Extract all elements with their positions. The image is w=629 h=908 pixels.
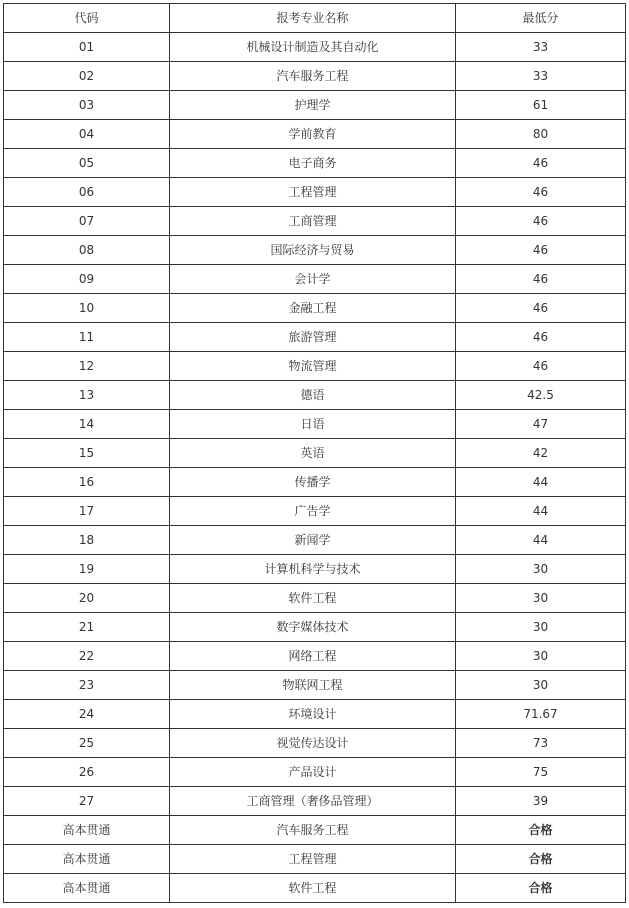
cell-major-name: 工程管理 <box>170 845 456 874</box>
cell-code: 22 <box>4 642 170 671</box>
table-row <box>4 381 626 410</box>
cell-major-name: 汽车服务工程 <box>170 816 456 845</box>
cell-code: 12 <box>4 352 170 381</box>
cell-code: 高本贯通 <box>4 816 170 845</box>
cell-major-name: 环境设计 <box>170 700 456 729</box>
table-row <box>4 468 626 497</box>
cell-code: 15 <box>4 439 170 468</box>
table-row <box>4 91 626 120</box>
table-row <box>4 178 626 207</box>
cell-major-name: 德语 <box>170 381 456 410</box>
cell-code: 03 <box>4 91 170 120</box>
cell-major-name: 数字媒体技术 <box>170 613 456 642</box>
table-row <box>4 497 626 526</box>
cell-min-score: 44 <box>456 526 626 555</box>
cell-code: 05 <box>4 149 170 178</box>
table-header-row <box>4 4 626 33</box>
table-row <box>4 729 626 758</box>
cell-code: 13 <box>4 381 170 410</box>
cell-major-name: 计算机科学与技术 <box>170 555 456 584</box>
cell-min-score: 47 <box>456 410 626 439</box>
table-row <box>4 671 626 700</box>
table-row <box>4 700 626 729</box>
cell-major-name: 会计学 <box>170 265 456 294</box>
table-row <box>4 33 626 62</box>
cell-min-score: 44 <box>456 468 626 497</box>
cell-code: 18 <box>4 526 170 555</box>
table-row <box>4 555 626 584</box>
header-min-score: 最低分 <box>456 4 626 33</box>
cell-major-name: 汽车服务工程 <box>170 62 456 91</box>
cell-major-name: 物流管理 <box>170 352 456 381</box>
cell-code: 20 <box>4 584 170 613</box>
cell-min-score: 合格 <box>456 816 626 845</box>
cell-major-name: 广告学 <box>170 497 456 526</box>
table-row <box>4 294 626 323</box>
cell-major-name: 物联网工程 <box>170 671 456 700</box>
cell-min-score: 75 <box>456 758 626 787</box>
cell-min-score: 42.5 <box>456 381 626 410</box>
table-row <box>4 62 626 91</box>
cell-min-score: 46 <box>456 178 626 207</box>
cell-min-score: 46 <box>456 323 626 352</box>
table-row <box>4 526 626 555</box>
table-row <box>4 323 626 352</box>
cell-min-score: 61 <box>456 91 626 120</box>
cell-major-name: 新闻学 <box>170 526 456 555</box>
cell-code: 26 <box>4 758 170 787</box>
cell-major-name: 日语 <box>170 410 456 439</box>
cell-major-name: 学前教育 <box>170 120 456 149</box>
cell-major-name: 英语 <box>170 439 456 468</box>
table-row <box>4 613 626 642</box>
cell-major-name: 软件工程 <box>170 584 456 613</box>
cell-code: 14 <box>4 410 170 439</box>
cell-major-name: 工程管理 <box>170 178 456 207</box>
cell-code: 02 <box>4 62 170 91</box>
cell-min-score: 73 <box>456 729 626 758</box>
cell-code: 17 <box>4 497 170 526</box>
table-row <box>4 236 626 265</box>
cell-major-name: 软件工程 <box>170 874 456 903</box>
cell-major-name: 工商管理 <box>170 207 456 236</box>
cell-min-score: 46 <box>456 149 626 178</box>
table-row <box>4 410 626 439</box>
cell-code: 04 <box>4 120 170 149</box>
cell-min-score: 30 <box>456 555 626 584</box>
cell-code: 高本贯通 <box>4 845 170 874</box>
table-row <box>4 120 626 149</box>
cell-code: 24 <box>4 700 170 729</box>
cell-min-score: 80 <box>456 120 626 149</box>
cell-min-score: 39 <box>456 787 626 816</box>
cell-major-name: 金融工程 <box>170 294 456 323</box>
cell-major-name: 工商管理（奢侈品管理） <box>170 787 456 816</box>
table-row <box>4 439 626 468</box>
table-row <box>4 787 626 816</box>
cell-major-name: 旅游管理 <box>170 323 456 352</box>
table-row <box>4 352 626 381</box>
table-row <box>4 584 626 613</box>
cell-major-name: 机械设计制造及其自动化 <box>170 33 456 62</box>
cell-min-score: 33 <box>456 33 626 62</box>
table-row <box>4 845 626 874</box>
cell-min-score: 30 <box>456 671 626 700</box>
cell-min-score: 46 <box>456 236 626 265</box>
cell-min-score: 42 <box>456 439 626 468</box>
cell-min-score: 合格 <box>456 845 626 874</box>
header-code: 代码 <box>4 4 170 33</box>
cell-code: 25 <box>4 729 170 758</box>
cell-major-name: 国际经济与贸易 <box>170 236 456 265</box>
cell-code: 16 <box>4 468 170 497</box>
cell-code: 10 <box>4 294 170 323</box>
cell-code: 27 <box>4 787 170 816</box>
cell-min-score: 33 <box>456 62 626 91</box>
header-major-name: 报考专业名称 <box>170 4 456 33</box>
cell-code: 高本贯通 <box>4 874 170 903</box>
table-row <box>4 874 626 903</box>
cell-code: 19 <box>4 555 170 584</box>
cell-code: 01 <box>4 33 170 62</box>
cell-code: 06 <box>4 178 170 207</box>
cell-code: 07 <box>4 207 170 236</box>
cell-code: 11 <box>4 323 170 352</box>
cell-code: 21 <box>4 613 170 642</box>
cell-major-name: 产品设计 <box>170 758 456 787</box>
cell-min-score: 46 <box>456 294 626 323</box>
table-row <box>4 758 626 787</box>
cell-major-name: 传播学 <box>170 468 456 497</box>
cell-min-score: 30 <box>456 613 626 642</box>
table-body <box>4 33 626 903</box>
cell-min-score: 30 <box>456 584 626 613</box>
cell-min-score: 71.67 <box>456 700 626 729</box>
min-score-table <box>3 3 626 903</box>
cell-major-name: 电子商务 <box>170 149 456 178</box>
cell-min-score: 合格 <box>456 874 626 903</box>
cell-min-score: 44 <box>456 497 626 526</box>
table-row <box>4 816 626 845</box>
cell-code: 23 <box>4 671 170 700</box>
table-row <box>4 149 626 178</box>
cell-major-name: 网络工程 <box>170 642 456 671</box>
cell-code: 09 <box>4 265 170 294</box>
table-row <box>4 265 626 294</box>
cell-min-score: 46 <box>456 207 626 236</box>
cell-min-score: 46 <box>456 265 626 294</box>
cell-min-score: 30 <box>456 642 626 671</box>
table-row <box>4 207 626 236</box>
table-row <box>4 642 626 671</box>
cell-code: 08 <box>4 236 170 265</box>
cell-min-score: 46 <box>456 352 626 381</box>
score-table-container <box>3 3 625 903</box>
cell-major-name: 护理学 <box>170 91 456 120</box>
cell-major-name: 视觉传达设计 <box>170 729 456 758</box>
